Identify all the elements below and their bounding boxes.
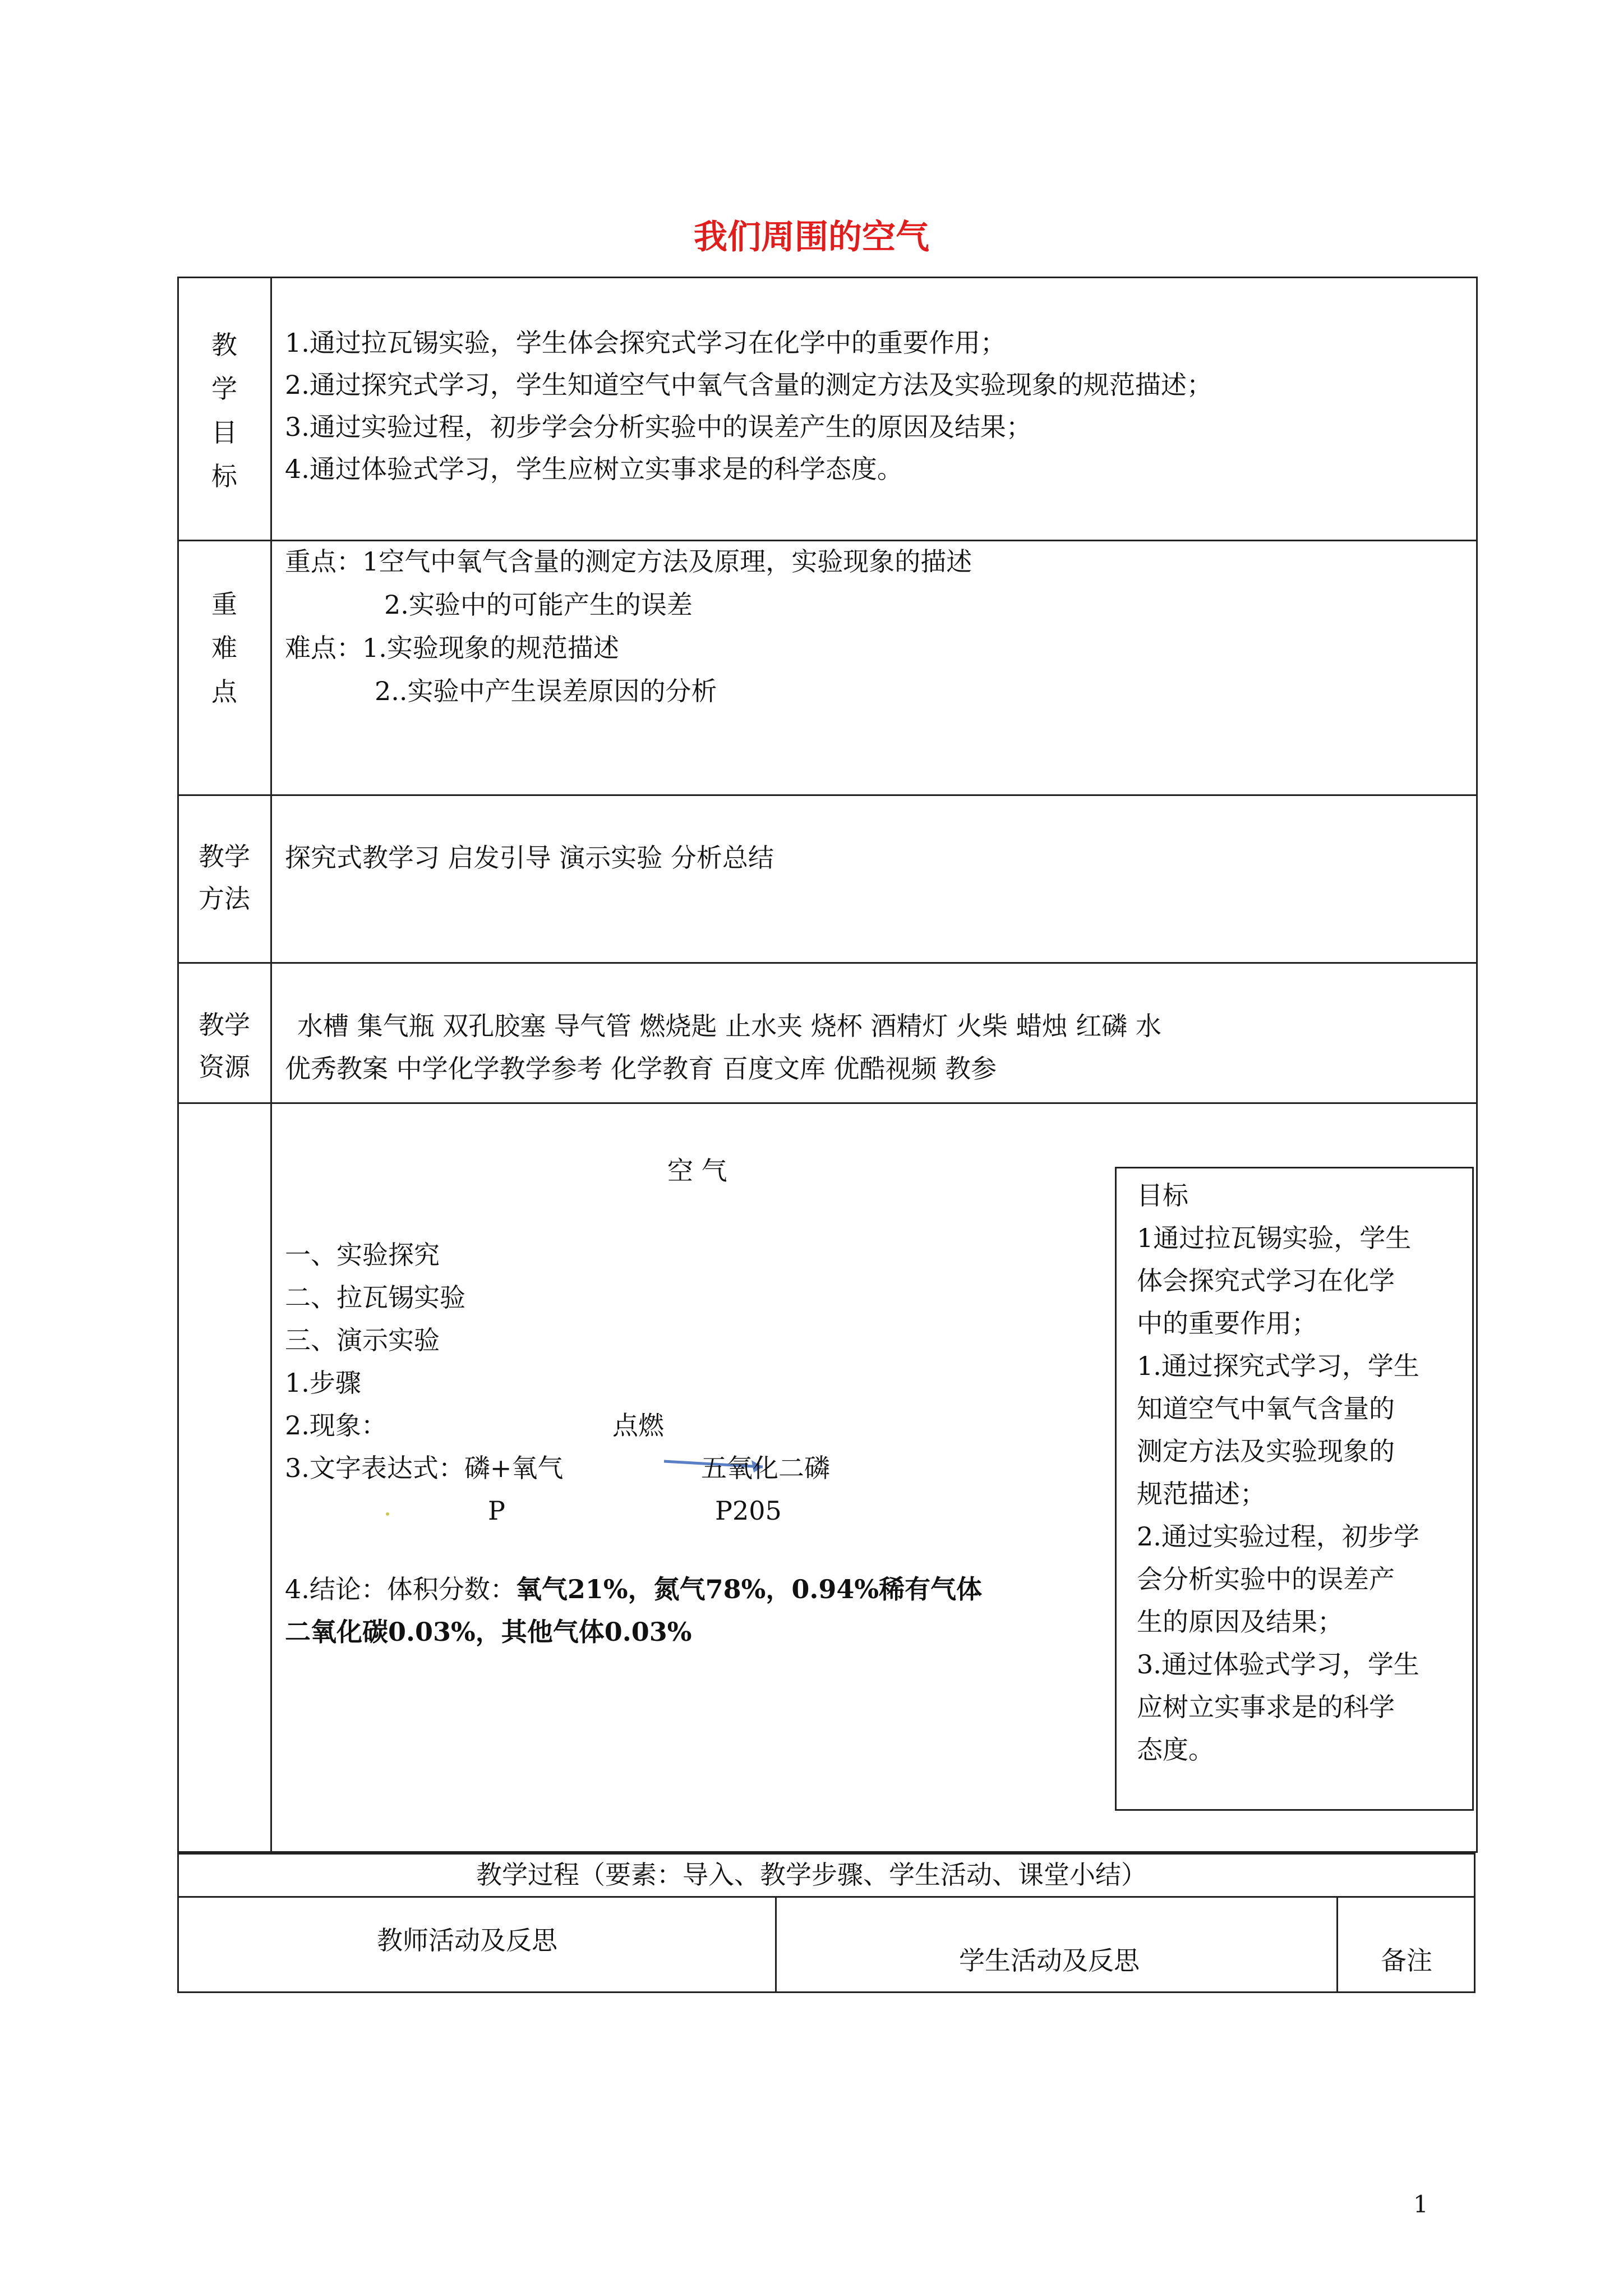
goal-line: 4.通过体验式学习，学生应树立实事求是的科学态度。 [285, 454, 903, 484]
resources-label: 教学 资源 [199, 1010, 250, 1082]
side-line: 3.通过体验式学习，学生 [1137, 1649, 1419, 1680]
row-divider [177, 794, 1478, 796]
teacher-activity-header: 教师活动及反思 [377, 1925, 557, 1955]
process-col-divider [775, 1896, 777, 1993]
goals-label: 教 学 目 标 [211, 330, 237, 491]
row-divider [177, 1102, 1478, 1104]
page-title: 我们周围的空气 [694, 218, 929, 257]
side-line: 生的原因及结果； [1137, 1607, 1343, 1637]
student-activity-header: 学生活动及反思 [959, 1945, 1140, 1976]
side-line: 规范描述； [1137, 1479, 1266, 1509]
side-line: 中的重要作用； [1137, 1308, 1317, 1338]
side-line: 1通过拉瓦锡实验，学生 [1137, 1223, 1412, 1253]
methods-label: 教学 方法 [199, 841, 250, 914]
board-line: 2.现象： [285, 1410, 387, 1441]
side-line: 应树立实事求是的科学 [1137, 1692, 1395, 1722]
reaction-product: 五氧化二磷 [701, 1453, 830, 1483]
process-col-divider [1336, 1896, 1338, 1993]
goal-line: 3.通过实验过程，初步学会分析实验中的误差产生的原因及结果； [285, 412, 1032, 442]
resources-line: 优秀教案 中学化学教学参考 化学教育 百度文库 优酷视频 教参 [285, 1053, 997, 1084]
resources-line: 水槽 集气瓶 双孔胶塞 导气管 燃烧匙 止水夹 烧杯 酒精灯 火柴 蜡烛 红磷 水 [297, 1011, 1161, 1041]
conclusion-line-2: 二氧化碳0.03%，其他气体0.03% [285, 1617, 692, 1647]
keypoints-label: 重 难 点 [211, 589, 237, 707]
label-column-divider [270, 277, 272, 1853]
board-line: 1.步骤 [285, 1368, 361, 1398]
process-header: 教学过程（要素：导入、教学步骤、学生活动、课堂小结） [476, 1860, 1147, 1890]
conclusion-line: 4.结论：体积分数：氧气21%，氮气78%，0.94%稀有气体 [285, 1574, 983, 1604]
keypoint-line: 2..实验中产生误差原因的分析 [375, 676, 717, 706]
side-goals-box [1115, 1167, 1474, 1811]
reaction-condition: 点燃 [612, 1410, 664, 1441]
board-line: 3.文字表达式：磷+氧气 [285, 1453, 564, 1483]
side-line: 会分析实验中的误差产 [1137, 1564, 1395, 1594]
stray-dot [386, 1512, 389, 1516]
board-line: 三、演示实验 [285, 1325, 440, 1355]
page-number: 1 [1413, 2191, 1428, 2218]
board-line: 一、实验探究 [285, 1240, 440, 1270]
side-line: 2.通过实验过程，初步学 [1137, 1521, 1419, 1552]
side-line: 体会探究式学习在化学 [1137, 1266, 1395, 1296]
keypoint-line: 难点：1.实验现象的规范描述 [285, 633, 619, 663]
board-line: 二、拉瓦锡实验 [285, 1282, 465, 1313]
notes-header: 备注 [1381, 1945, 1432, 1976]
side-line: 测定方法及实验现象的 [1137, 1436, 1395, 1466]
formula-phosphorus: P [488, 1496, 505, 1526]
goal-line: 1.通过拉瓦锡实验，学生体会探究式学习在化学中的重要作用； [285, 328, 1006, 358]
side-line: 目标 [1137, 1180, 1188, 1211]
side-line: 1.通过探究式学习，学生 [1137, 1351, 1419, 1381]
side-line: 态度。 [1137, 1734, 1214, 1765]
board-heading: 空 气 [667, 1156, 727, 1186]
keypoint-line: 2.实验中的可能产生的误差 [384, 590, 693, 620]
goal-line: 2.通过探究式学习，学生知道空气中氧气含量的测定方法及实验现象的规范描述； [285, 370, 1212, 400]
keypoint-line: 重点：1空气中氧气含量的测定方法及原理，实验现象的描述 [285, 546, 972, 577]
side-line: 知道空气中氧气含量的 [1137, 1393, 1395, 1424]
formula-product: P205 [715, 1496, 782, 1526]
methods-text: 探究式教学习 启发引导 演示实验 分析总结 [285, 843, 774, 873]
row-divider [177, 962, 1478, 964]
